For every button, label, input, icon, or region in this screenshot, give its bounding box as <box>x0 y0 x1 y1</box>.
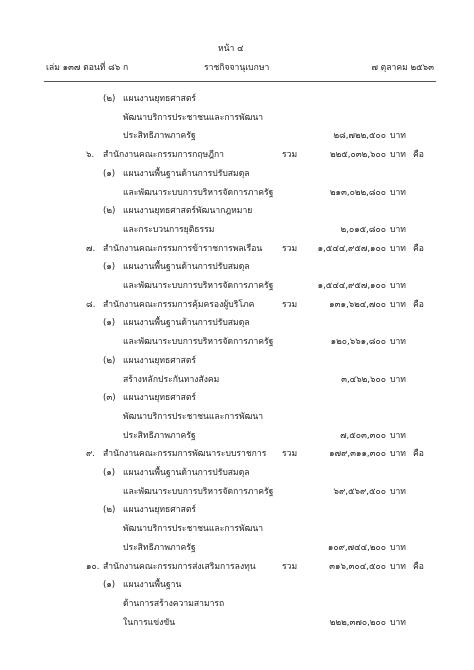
namely-label: คือ <box>413 300 424 310</box>
sub-item-number: (๑) <box>103 318 116 328</box>
program-text: และพัฒนาระบบการบริหารจัดการภาครัฐ <box>123 487 274 497</box>
program-text: และพัฒนาระบบการบริหารจัดการภาครัฐ <box>123 337 274 347</box>
program-text: และพัฒนาระบบการบริหารจัดการภาครัฐ <box>123 188 274 198</box>
agency-name: สำนักงานคณะกรรมการกฤษฎีกา <box>103 150 224 160</box>
sub-item-number: (๑) <box>103 468 116 478</box>
currency-unit: บาท <box>390 225 406 235</box>
amount-value: ๒,๐๑๕,๘๐๐ <box>340 225 386 235</box>
currency-unit: บาท <box>390 244 406 254</box>
total-label: รวม <box>282 244 298 254</box>
program-text: พัฒนาบริการประชาชนและการพัฒนา <box>123 113 264 123</box>
program-text: ประสิทธิภาพภาครัฐ <box>123 131 196 141</box>
amount-value: ๗,๕๐๓,๓๐๐ <box>340 431 386 441</box>
amount-value: ๑๗๙,๓๑๑,๓๐๐ <box>329 449 386 459</box>
item-number: ๙. <box>86 449 96 459</box>
program-text: ประสิทธิภาพภาครัฐ <box>123 543 196 553</box>
program-text: ในการแข่งขัน <box>123 618 176 628</box>
currency-unit: บาท <box>390 337 406 347</box>
page-number: หน้า ๔ <box>218 44 244 54</box>
sub-item-number: (๒) <box>103 356 116 366</box>
amount-value: ๖๙,๕๖๙,๕๐๐ <box>333 487 386 497</box>
currency-unit: บาท <box>390 618 406 628</box>
amount-value: ๑,๕๔๔,๙๕๗,๑๐๐ <box>317 281 386 291</box>
sub-item-number: (๒) <box>103 94 116 104</box>
currency-unit: บาท <box>390 281 406 291</box>
sub-item-number: (๒) <box>103 505 116 515</box>
item-number: ๑๐. <box>86 562 100 572</box>
sub-item-number: (๓) <box>103 393 116 403</box>
program-text: พัฒนาบริการประชาชนและการพัฒนา <box>123 412 264 422</box>
program-text: สร้างหลักประกันทางสังคม <box>123 375 220 385</box>
volume-issue: เล่ม ๑๓๗ ตอนที่ ๘๖ ก <box>46 63 129 73</box>
currency-unit: บาท <box>390 431 406 441</box>
namely-label: คือ <box>413 562 424 572</box>
item-number: ๘. <box>86 300 96 310</box>
program-text: แผนงานยุทธศาสตร์ <box>123 94 197 104</box>
agency-name: สำนักงานคณะกรรมการส่งเสริมการลงทุน <box>103 562 256 572</box>
currency-unit: บาท <box>390 543 406 553</box>
item-number: ๖. <box>86 150 95 160</box>
gazette-name: ราชกิจจานุเบกษา <box>204 63 270 73</box>
program-text: แผนงานพื้นฐานด้านการปรับสมดุล <box>123 262 250 272</box>
program-text: แผนงานยุทธศาสตร์ <box>123 356 197 366</box>
currency-unit: บาท <box>390 131 406 141</box>
amount-value: ๒๒๒,๓๗๐,๒๐๐ <box>329 618 386 628</box>
total-label: รวม <box>282 449 298 459</box>
issue-date: ๗ ตุลาคม ๒๕๖๓ <box>371 63 434 73</box>
currency-unit: บาท <box>390 562 406 572</box>
sub-item-number: (๑) <box>103 580 116 590</box>
currency-unit: บาท <box>390 487 406 497</box>
agency-name: สำนักงานคณะกรรมการพัฒนาระบบราชการ <box>103 449 267 459</box>
program-text: แผนงานพื้นฐานด้านการปรับสมดุล <box>123 468 250 478</box>
program-text: แผนงานยุทธศาสตร์ <box>123 505 197 515</box>
item-number: ๗. <box>86 244 96 254</box>
total-label: รวม <box>282 300 298 310</box>
program-text: แผนงานพื้นฐานด้านการปรับสมดุล <box>123 318 250 328</box>
amount-value: ๓,๔๖๒,๖๐๐ <box>341 375 386 385</box>
currency-unit: บาท <box>390 150 406 160</box>
total-label: รวม <box>282 150 298 160</box>
currency-unit: บาท <box>390 300 406 310</box>
amount-value: ๒๘,๗๒๒,๕๐๐ <box>333 131 386 141</box>
program-text: แผนงานพื้นฐานด้านการปรับสมดุล <box>123 169 250 179</box>
amount-value: ๑,๕๔๔,๙๕๗,๑๐๐ <box>317 244 386 254</box>
amount-value: ๑๒๐,๖๖๑,๘๐๐ <box>330 337 386 347</box>
header-divider <box>44 81 436 82</box>
sub-item-number: (๑) <box>103 169 116 179</box>
program-text: พัฒนาบริการประชาชนและการพัฒนา <box>123 524 264 534</box>
agency-name: สำนักงานคณะกรรมการข้าราชการพลเรือน <box>103 244 263 254</box>
amount-value: ๒๒๕,๐๓๒,๖๐๐ <box>329 150 386 160</box>
namely-label: คือ <box>413 150 424 160</box>
namely-label: คือ <box>413 244 424 254</box>
agency-name: สำนักงานคณะกรรมการคุ้มครองผู้บริโภค <box>103 300 255 310</box>
currency-unit: บาท <box>390 375 406 385</box>
sub-item-number: (๒) <box>103 206 116 216</box>
program-text: ด้านการสร้างความสามารถ <box>123 599 225 609</box>
program-text: แผนงานยุทธศาสตร์พัฒนากฎหมาย <box>123 206 253 216</box>
total-label: รวม <box>282 562 298 572</box>
currency-unit: บาท <box>390 188 406 198</box>
currency-unit: บาท <box>390 449 406 459</box>
amount-value: ๓๑๖,๓๐๔,๕๐๐ <box>329 562 386 572</box>
namely-label: คือ <box>413 449 424 459</box>
program-text: แผนงานพื้นฐาน <box>123 580 182 590</box>
amount-value: ๑๐๙,๗๔๔,๒๐๐ <box>327 543 386 553</box>
program-text: ประสิทธิภาพภาครัฐ <box>123 431 196 441</box>
program-text: และพัฒนาระบบการบริหารจัดการภาครัฐ <box>123 281 274 291</box>
sub-item-number: (๑) <box>103 262 116 272</box>
program-text: และกระบวนการยุติธรรม <box>123 225 215 235</box>
program-text: แผนงานยุทธศาสตร์ <box>123 393 197 403</box>
amount-value: ๒๑๓,๐๒๒,๘๐๐ <box>329 188 386 198</box>
amount-value: ๑๓๑,๖๒๔,๗๐๐ <box>329 300 386 310</box>
